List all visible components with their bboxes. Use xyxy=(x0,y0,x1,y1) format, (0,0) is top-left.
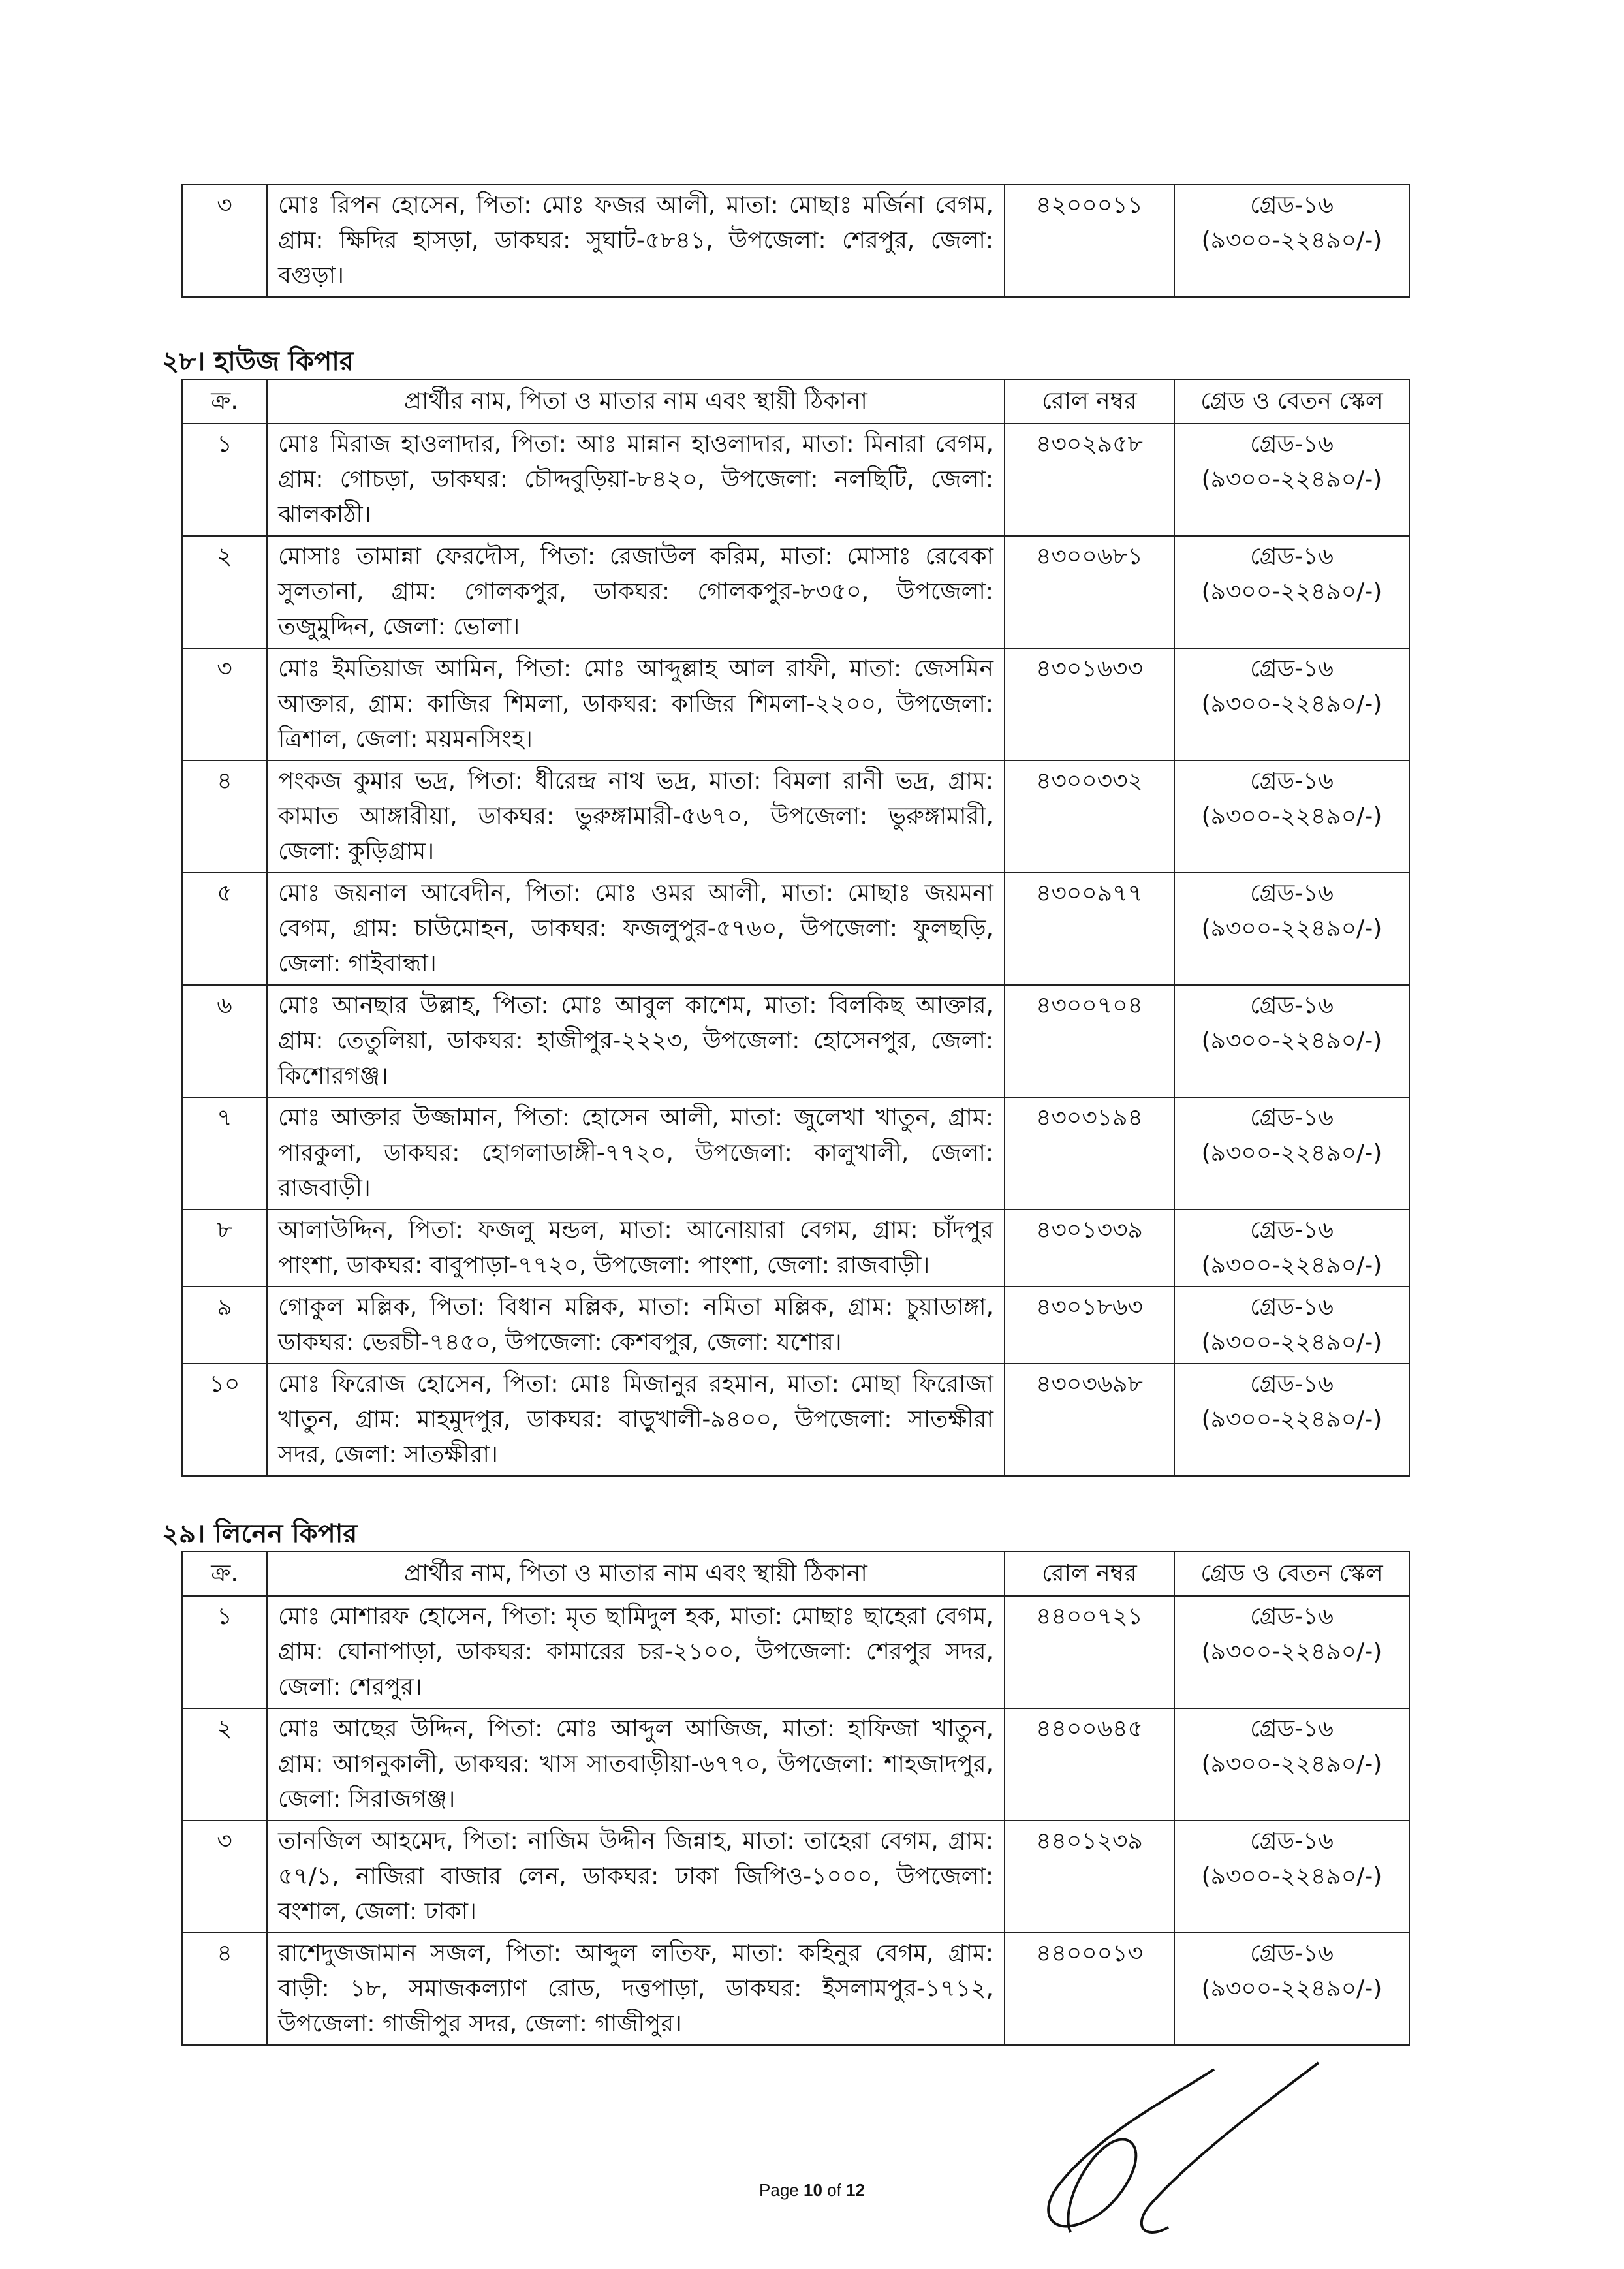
row-grade-scale xyxy=(1174,760,1409,873)
row-candidate-details: মোঃ আনছার উল্লাহ, পিতা: মোঃ আবুল কাশেম, মাতা: বিলকিছ আক্তার, গ্রাম: তেতুলিয়া, ডাকঘর: হাজীপুর-২২২৩, উপজেলা: হোসেনপুর, জেলা: কিশোরগঞ্জ। xyxy=(267,985,1005,1097)
row-candidate-details: মোঃ মোশারফ হোসেন, পিতা: মৃত ছামিদুল হক, মাতা: মোছাঃ ছাহেরা বেগম, গ্রাম: ঘোনাপাড়া, ডাকঘর: কামারের চর-২১০০, উপজেলা: শেরপুর সদর, জেলা: শেরপুর। xyxy=(267,1596,1005,1708)
signature xyxy=(1018,2056,1332,2246)
grade-label: গ্রেড-১৬ xyxy=(1250,431,1334,458)
table-row xyxy=(182,873,1409,985)
footer-prefix: Page xyxy=(759,2180,804,2200)
pay-scale: (৯৩০০-২২৪৯০/-) xyxy=(1201,1638,1382,1665)
section-heading-house-keeper: ২৮। হাউজ কিপার xyxy=(162,347,354,377)
row-grade-scale xyxy=(1174,985,1409,1097)
row-serial: ২ xyxy=(182,536,267,648)
row-serial: ১ xyxy=(182,424,267,536)
row-candidate-details: রাশেদুজজামান সজল, পিতা: আব্দুল লতিফ, মাতা: কহিনুর বেগম, গ্রাম: বাড়ী: ১৮, সমাজকল্যাণ রোড, দত্তপাড়া, ডাকঘর: ইসলামপুর-১৭১২, উপজেলা: গাজীপুর সদর, জেলা: গাজীপুর। xyxy=(267,1933,1005,2045)
grade-label: গ্রেড-১৬ xyxy=(1250,192,1334,219)
row-grade-scale xyxy=(1174,1596,1409,1708)
header-roll: রোল নম্বর xyxy=(1005,379,1174,424)
footer-of: of xyxy=(822,2180,847,2200)
row-candidate-details: মোঃ জয়নাল আবেদীন, পিতা: মোঃ ওমর আলী, মাতা: মোছাঃ জয়মনা বেগম, গ্রাম: চাউমোহন, ডাকঘর: ফজলুপুর-৫৭৬০, উপজেলা: ফুলছড়ি, জেলা: গাইবান্ধা। xyxy=(267,873,1005,985)
header-grade: গ্রেড ও বেতন স্কেল xyxy=(1174,1552,1409,1596)
row-serial: ৪ xyxy=(182,1933,267,2045)
header-details: প্রার্থীর নাম, পিতা ও মাতার নাম এবং স্থায়ী ঠিকানা xyxy=(267,379,1005,424)
row-serial: ৩ xyxy=(182,185,267,297)
table-row xyxy=(182,1708,1409,1821)
row-grade-scale xyxy=(1174,1708,1409,1821)
row-roll-number: ৪৩০৩১৯৪ xyxy=(1005,1097,1174,1210)
footer-current-page: 10 xyxy=(803,2180,822,2200)
row-roll-number: ৪৩০০৬৮১ xyxy=(1005,536,1174,648)
grade-label: গ্রেড-১৬ xyxy=(1250,1940,1334,1967)
row-candidate-details: গোকুল মল্লিক, পিতা: বিধান মল্লিক, মাতা: নমিতা মল্লিক, গ্রাম: চুয়াডাঙ্গা, ডাকঘর: ভেরচী-৭৪৫০, উপজেলা: কেশবপুর, জেলা: যশোর। xyxy=(267,1287,1005,1364)
row-roll-number: ৪৩০০৩৩২ xyxy=(1005,760,1174,873)
grade-label: গ্রেড-১৬ xyxy=(1250,1603,1334,1630)
header-roll: রোল নম্বর xyxy=(1005,1552,1174,1596)
row-roll-number: ৪৪০১২৩৯ xyxy=(1005,1821,1174,1933)
row-candidate-details: পংকজ কুমার ভদ্র, পিতা: ধীরেন্দ্র নাথ ভদ্র, মাতা: বিমলা রানী ভদ্র, গ্রাম: কামাত আঙ্গারীয়া, ডাকঘর: ভুরুঙ্গামারী-৫৬৭০, উপজেলা: ভুরুঙ্গামারী, জেলা: কুড়িগ্রাম। xyxy=(267,760,1005,873)
table-row xyxy=(182,760,1409,873)
header-grade: গ্রেড ও বেতন স্কেল xyxy=(1174,379,1409,424)
table-row xyxy=(182,1287,1409,1364)
row-grade-scale xyxy=(1174,1821,1409,1933)
pay-scale: (৯৩০০-২২৪৯০/-) xyxy=(1201,466,1382,493)
row-candidate-details: তানজিল আহমেদ, পিতা: নাজিম উদ্দীন জিন্নাহ, মাতা: তাহেরা বেগম, গ্রাম: ৫৭/১, নাজিরা বাজার লেন, ডাকঘর: ঢাকা জিপিও-১০০০, উপজেলা: বংশাল, জেলা: ঢাকা। xyxy=(267,1821,1005,1933)
row-candidate-details: মোঃ আক্তার উজ্জামান, পিতা: হোসেন আলী, মাতা: জুলেখা খাতুন, গ্রাম: পারকুলা, ডাকঘর: হোগলাডাঙ্গী-৭৭২০, উপজেলা: কালুখালী, জেলা: রাজবাড়ী। xyxy=(267,1097,1005,1210)
row-candidate-details: মোঃ ইমতিয়াজ আমিন, পিতা: মোঃ আব্দুল্লাহ আল রাফী, মাতা: জেসমিন আক্তার, গ্রাম: কাজির শিমলা, ডাকঘর: কাজির শিমলা-২২০০, উপজেলা: ত্রিশাল, জেলা: ময়মনসিংহ। xyxy=(267,648,1005,760)
row-grade-scale xyxy=(1174,1287,1409,1364)
row-serial: ৩ xyxy=(182,648,267,760)
table-row xyxy=(182,536,1409,648)
pay-scale: (৯৩০০-২২৪৯০/-) xyxy=(1201,1975,1382,2002)
pay-scale: (৯৩০০-২২৪৯০/-) xyxy=(1201,1863,1382,1890)
row-serial: ২ xyxy=(182,1708,267,1821)
grade-label: গ্রেড-১৬ xyxy=(1250,1828,1334,1854)
grade-label: গ্রেড-১৬ xyxy=(1250,1371,1334,1398)
row-serial: ৩ xyxy=(182,1821,267,1933)
row-candidate-details: মোঃ রিপন হোসেন, পিতা: মোঃ ফজর আলী, মাতা: মোছাঃ মর্জিনা বেগম, গ্রাম: ক্ষিদির হাসড়া, ডাকঘর: সুঘাট-৫৮৪১, উপজেলা: শেরপুর, জেলা: বগুড়া। xyxy=(267,185,1005,297)
continued-table xyxy=(181,184,1410,298)
pay-scale: (৯৩০০-২২৪৯০/-) xyxy=(1201,1751,1382,1777)
grade-label: গ্রেড-১৬ xyxy=(1250,1715,1334,1742)
row-grade-scale xyxy=(1174,185,1409,297)
table-row xyxy=(182,1821,1409,1933)
row-candidate-details: মোঃ ফিরোজ হোসেন, পিতা: মোঃ মিজানুর রহমান, মাতা: মোছা ফিরোজা খাতুন, গ্রাম: মাহমুদপুর, ডাকঘর: বাড়ুখালী-৯৪০০, উপজেলা: সাতক্ষীরা সদর, জেলা: সাতক্ষীরা। xyxy=(267,1364,1005,1476)
pay-scale: (৯৩০০-২২৪৯০/-) xyxy=(1201,227,1382,254)
grade-label: গ্রেড-১৬ xyxy=(1250,655,1334,682)
table-row xyxy=(182,1097,1409,1210)
header-details: প্রার্থীর নাম, পিতা ও মাতার নাম এবং স্থায়ী ঠিকানা xyxy=(267,1552,1005,1596)
table-row xyxy=(182,185,1409,297)
row-candidate-details: মোসাঃ তামান্না ফেরদৌস, পিতা: রেজাউল করিম, মাতা: মোসাঃ রেবেকা সুলতানা, গ্রাম: গোলকপুর, ডাকঘর: গোলকপুর-৮৩৫০, উপজেলা: তজুমুদ্দিন, জেলা: ভোলা। xyxy=(267,536,1005,648)
grade-label: গ্রেড-১৬ xyxy=(1250,992,1334,1019)
row-serial: ৪ xyxy=(182,760,267,873)
table-row xyxy=(182,985,1409,1097)
table-header-row xyxy=(182,1552,1409,1596)
row-roll-number: ৪৪০০৬৪৫ xyxy=(1005,1708,1174,1821)
row-roll-number: ৪৩০৩৬৯৮ xyxy=(1005,1364,1174,1476)
row-roll-number: ৪২০০০১১ xyxy=(1005,185,1174,297)
header-serial: ক্র. xyxy=(182,379,267,424)
row-grade-scale xyxy=(1174,648,1409,760)
row-grade-scale xyxy=(1174,873,1409,985)
table-row xyxy=(182,1364,1409,1476)
row-grade-scale xyxy=(1174,536,1409,648)
page-footer xyxy=(0,2180,1624,2200)
grade-label: গ্রেড-১৬ xyxy=(1250,543,1334,570)
row-roll-number: ৪৪০০০১৩ xyxy=(1005,1933,1174,2045)
row-grade-scale xyxy=(1174,1210,1409,1287)
linen-keeper-table xyxy=(181,1551,1410,2046)
row-roll-number: ৪৩০২৯৫৮ xyxy=(1005,424,1174,536)
row-serial: ৭ xyxy=(182,1097,267,1210)
section-heading-linen-keeper: ২৯। লিনেন কিপার xyxy=(162,1519,358,1549)
grade-label: গ্রেড-১৬ xyxy=(1250,1294,1334,1321)
table-row xyxy=(182,1933,1409,2045)
row-serial: ১০ xyxy=(182,1364,267,1476)
pay-scale: (৯৩০০-২২৪৯০/-) xyxy=(1201,578,1382,605)
row-candidate-details: মোঃ মিরাজ হাওলাদার, পিতা: আঃ মান্নান হাওলাদার, মাতা: মিনারা বেগম, গ্রাম: গোচড়া, ডাকঘর: চৌদ্দবুড়িয়া-৮৪২০, উপজেলা: নলছিটি, জেলা: ঝালকাঠী। xyxy=(267,424,1005,536)
table-row xyxy=(182,424,1409,536)
row-serial: ৮ xyxy=(182,1210,267,1287)
pay-scale: (৯৩০০-২২৪৯০/-) xyxy=(1201,803,1382,830)
pay-scale: (৯৩০০-২২৪৯০/-) xyxy=(1201,1329,1382,1356)
pay-scale: (৯৩০০-২২৪৯০/-) xyxy=(1201,1252,1382,1279)
row-grade-scale xyxy=(1174,1933,1409,2045)
row-candidate-details: মোঃ আছের উদ্দিন, পিতা: মোঃ আব্দুল আজিজ, মাতা: হাফিজা খাতুন, গ্রাম: আগনুকালী, ডাকঘর: খাস সাতবাড়ীয়া-৬৭৭০, উপজেলা: শাহজাদপুর, জেলা: সিরাজগঞ্জ। xyxy=(267,1708,1005,1821)
row-roll-number: ৪৪০০৭২১ xyxy=(1005,1596,1174,1708)
row-roll-number: ৪৩০০৯৭৭ xyxy=(1005,873,1174,985)
pay-scale: (৯৩০০-২২৪৯০/-) xyxy=(1201,1027,1382,1054)
pay-scale: (৯৩০০-২২৪৯০/-) xyxy=(1201,691,1382,717)
row-serial: ৯ xyxy=(182,1287,267,1364)
grade-label: গ্রেড-১৬ xyxy=(1250,768,1334,794)
row-roll-number: ৪৩০১৮৬৩ xyxy=(1005,1287,1174,1364)
pay-scale: (৯৩০০-২২৪৯০/-) xyxy=(1201,915,1382,942)
table-row xyxy=(182,1596,1409,1708)
pay-scale: (৯৩০০-২২৪৯০/-) xyxy=(1201,1406,1382,1433)
grade-label: গ্রেড-১৬ xyxy=(1250,1217,1334,1244)
row-roll-number: ৪৩০১৩৩৯ xyxy=(1005,1210,1174,1287)
row-candidate-details: আলাউদ্দিন, পিতা: ফজলু মন্ডল, মাতা: আনোয়ারা বেগম, গ্রাম: চাঁদপুর পাংশা, ডাকঘর: বাবুপাড়া-৭৭২০, উপজেলা: পাংশা, জেলা: রাজবাড়ী। xyxy=(267,1210,1005,1287)
header-serial: ক্র. xyxy=(182,1552,267,1596)
row-grade-scale xyxy=(1174,424,1409,536)
table-header-row xyxy=(182,379,1409,424)
row-grade-scale xyxy=(1174,1097,1409,1210)
row-serial: ৫ xyxy=(182,873,267,985)
grade-label: গ্রেড-১৬ xyxy=(1250,880,1334,907)
row-grade-scale xyxy=(1174,1364,1409,1476)
row-roll-number: ৪৩০০৭০৪ xyxy=(1005,985,1174,1097)
row-roll-number: ৪৩০১৬৩৩ xyxy=(1005,648,1174,760)
table-row xyxy=(182,1210,1409,1287)
row-serial: ১ xyxy=(182,1596,267,1708)
house-keeper-table xyxy=(181,379,1410,1477)
row-serial: ৬ xyxy=(182,985,267,1097)
pay-scale: (৯৩০০-২২৪৯০/-) xyxy=(1201,1140,1382,1166)
grade-label: গ্রেড-১৬ xyxy=(1250,1104,1334,1131)
footer-total-pages: 12 xyxy=(846,2180,865,2200)
table-row xyxy=(182,648,1409,760)
